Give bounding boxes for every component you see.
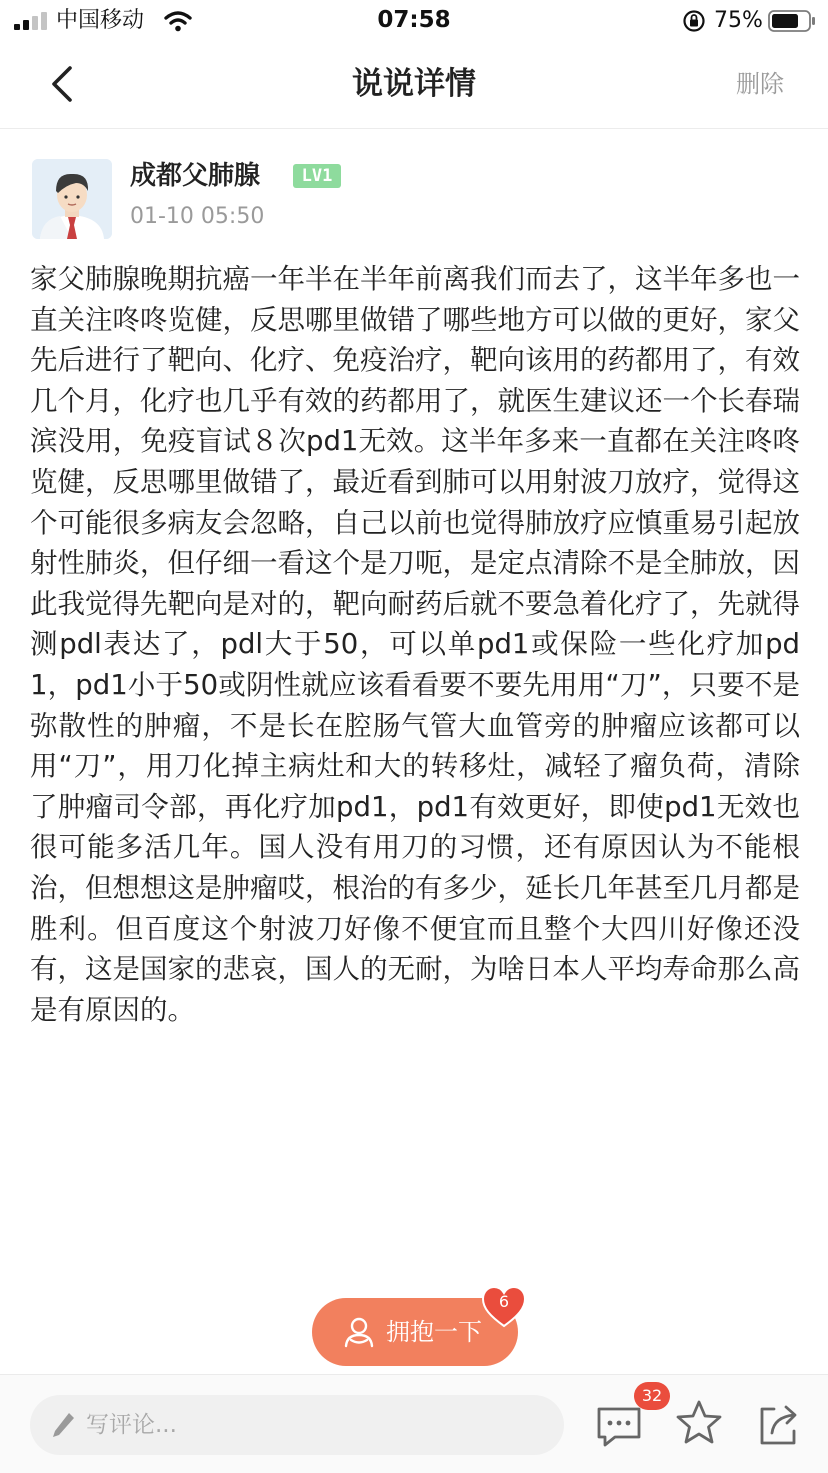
comment-count-badge: 32 <box>634 1382 670 1410</box>
post-body: 家父肺腺晚期抗癌一年半在半年前离我们而去了，这半年多也一直关注咚咚览健，反思哪里做错了哪些地方可以做的更好，家父先后进行了靶向、化疗、免疫治疗，靶向该用的药都用了，有效几个月，化疗也几乎有效的药都用了，就医生建议还一个长春瑞滨没用，免疫盲试８次pd1无效。这半年多来一直都在关注咚咚览健，反思哪里做错了，最近看到肺可以用射波刀放疗，觉得这个可能很多病友会忽略，自己以前也觉得肺放疗应慎重易引起放射性肺炎，但仔细一看这个是刀呃，是定点清除不是全肺放，因此我觉得先靶向是对的，靶向耐药后就不要急着化疗了，先就得测pdl表达了，pdl大于50，可以单pd1或保险一些化疗加pd1，pd1小于50或阴性就应该看看要不要先用用“刀”，只要不是弥散性的肿瘤，不是长在腔肠气管大血管旁的肿瘤应该都可以用“刀”，用刀化掉主病灶和大的转移灶，减轻了瘤负荷，清除了肿瘤司令部，再化疗加pd1，pd1有效更好，即使pd1无效也很可能多活几年。国人没有用刀的习惯，还有原因认为不能根治，但想想这是肿瘤哎，根治的有多少，延长几年甚至几月都是胜利。但百度这个射波刀好像不便宜而且整个大四川好像还没有，这是国家的悲哀，国人的无耐，为啥日本人平均寿命那么高是有原因的。 <box>30 263 800 1026</box>
delete-button[interactable]: 删除 <box>736 70 784 98</box>
pen-icon <box>50 1410 78 1440</box>
comment-icon[interactable] <box>593 1399 645 1451</box>
post-timestamp: 01-10 05:50 <box>130 204 265 229</box>
share-icon[interactable] <box>752 1399 804 1451</box>
battery-percent: 75% <box>714 8 763 33</box>
hug-label: 拥抱一下 <box>386 1318 482 1346</box>
level-badge: LV1 <box>293 164 341 188</box>
comment-placeholder: 写评论... <box>86 1412 177 1438</box>
lock-rotation-icon <box>682 9 706 33</box>
clock: 07:58 <box>377 7 451 33</box>
star-icon[interactable] <box>673 1397 725 1449</box>
hug-count-badge <box>482 1286 526 1328</box>
bottom-bar <box>0 1374 828 1473</box>
nav-bar <box>0 44 828 129</box>
comment-input[interactable] <box>30 1395 564 1455</box>
avatar[interactable] <box>32 159 112 239</box>
battery-icon <box>768 10 816 32</box>
status-bar <box>0 0 828 44</box>
hug-icon <box>342 1315 376 1349</box>
page-title: 说说详情 <box>352 66 476 102</box>
username[interactable]: 成都父肺腺 <box>130 161 261 191</box>
carrier-name: 中国移动 <box>56 8 145 33</box>
hug-count: 6 <box>498 1292 510 1311</box>
